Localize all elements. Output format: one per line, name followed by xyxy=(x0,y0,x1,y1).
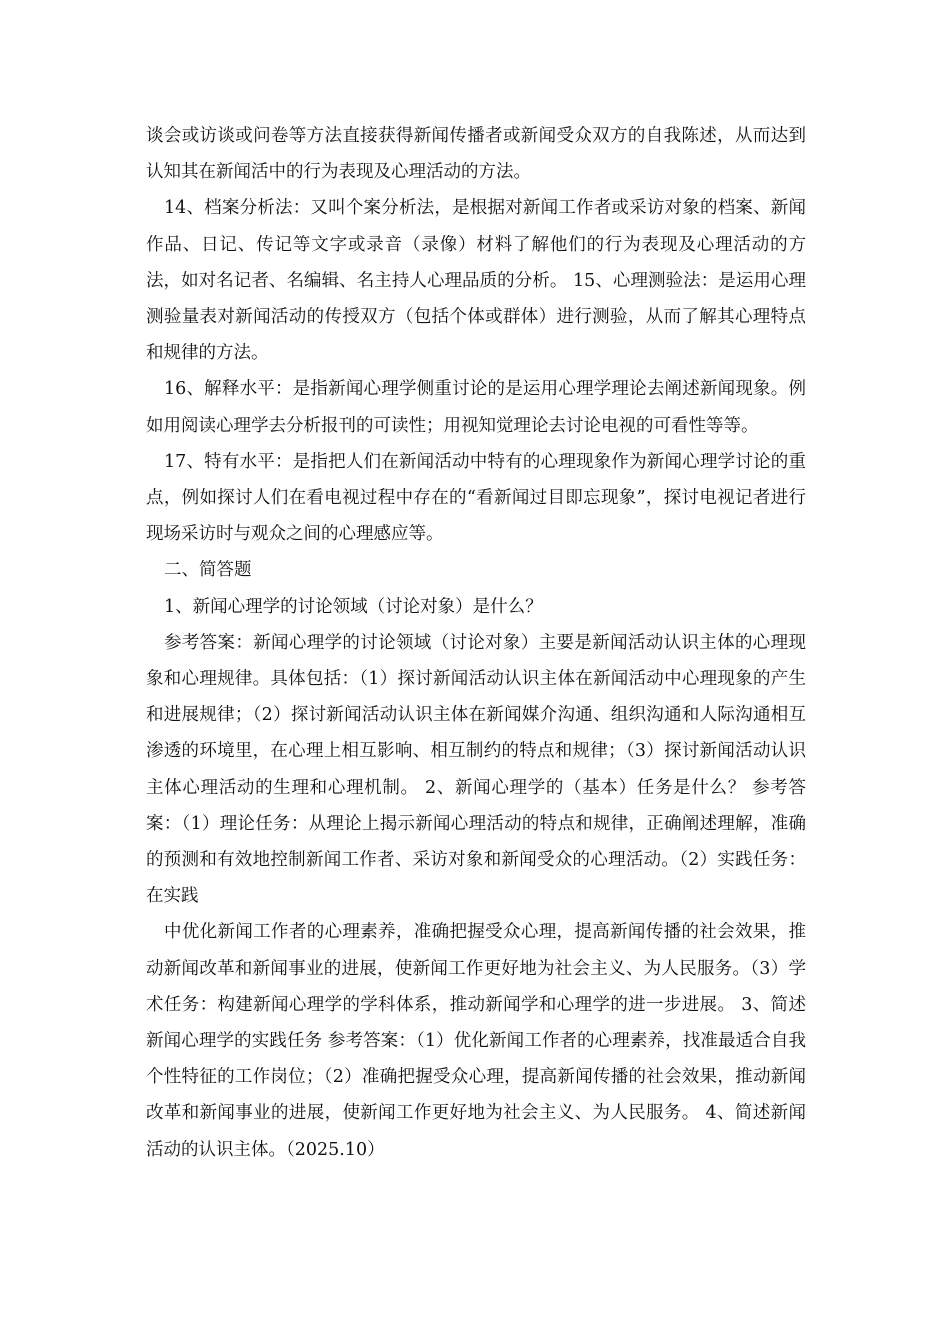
paragraph: 17、特有水平：是指把人们在新闻活动中特有的心理现象作为新闻心理学讨论的重点，例如探讨人们在看电视过程中存在的“看新闻过目即忘现象”，探讨电视记者进行现场采访时与观众之间的心理感应等。 xyxy=(146,451,806,545)
question: 1、新闻心理学的讨论领域（讨论对象）是什么？ xyxy=(164,596,543,617)
answer-paragraph: 参考答案：新闻心理学的讨论领域（讨论对象）主要是新闻活动认识主体的心理现象和心理规律。具体包括：（1）探讨新闻活动认识主体在新闻活动中心理现象的产生和进展规律；（2）探讨新闻活动认识主体在新闻媒介沟通、组织沟通和人际沟通相互渗透的环境里，在心理上相互影响、相互制约的特点和规律；（3）探讨新闻活动认识主体心理活动的生理和心理机制。 2、新闻心理学的（基本）任务是什么？ 参考答案：（1）理论任务：从理论上揭示新闻心理活动的特点和规律，正确阐述理解，准确的预测和有效地控制新闻工作者、采访对象和新闻受众的心理活动。（2）实践任务：在实践 xyxy=(146,632,806,907)
paragraph: 16、解释水平：是指新闻心理学侧重讨论的是运用心理学理论去阐述新闻现象。例如用阅读心理学去分析报刊的可读性；用视知觉理论去讨论电视的可看性等等。 xyxy=(146,379,806,436)
answer-paragraph: 中优化新闻工作者的心理素养，准确把握受众心理，提高新闻传播的社会效果，推动新闻改革和新闻事业的进展，使新闻工作更好地为社会主义、为人民服务。（3）学术任务：构建新闻心理学的学科体系，推动新闻学和心理学的进一步进展。 3、简述新闻心理学的实践任务 参考答案：（1）优化新闻工作者的心理素养，找准最适合自我个性特征的工作岗位；（2）准确把握受众心理，提高新闻传播的社会效果，推动新闻改革和新闻事业的进展，使新闻工作更好地为社会主义、为人民服务。 4、简述新闻活动的认识主体。（2025.10） xyxy=(146,922,806,1160)
paragraph: 谈会或访谈或问卷等方法直接获得新闻传播者或新闻受众双方的自我陈述，从而达到认知其在新闻活中的行为表现及心理活动的方法。 xyxy=(146,126,806,183)
paragraph: 14、档案分析法：又叫个案分析法，是根据对新闻工作者或采访对象的档案、新闻作品、日记、传记等文字或录音（录像）材料了解他们的行为表现及心理活动的方法，如对名记者、名编辑、名主持人心理品质的分析。 15、心理测验法：是运用心理测验量表对新闻活动的传授双方（包括个体或群体）进行测验，从而了解其心理特点和规律的方法。 xyxy=(146,198,806,364)
section-heading: 二、简答题 xyxy=(164,560,252,581)
document-body xyxy=(146,118,806,1168)
